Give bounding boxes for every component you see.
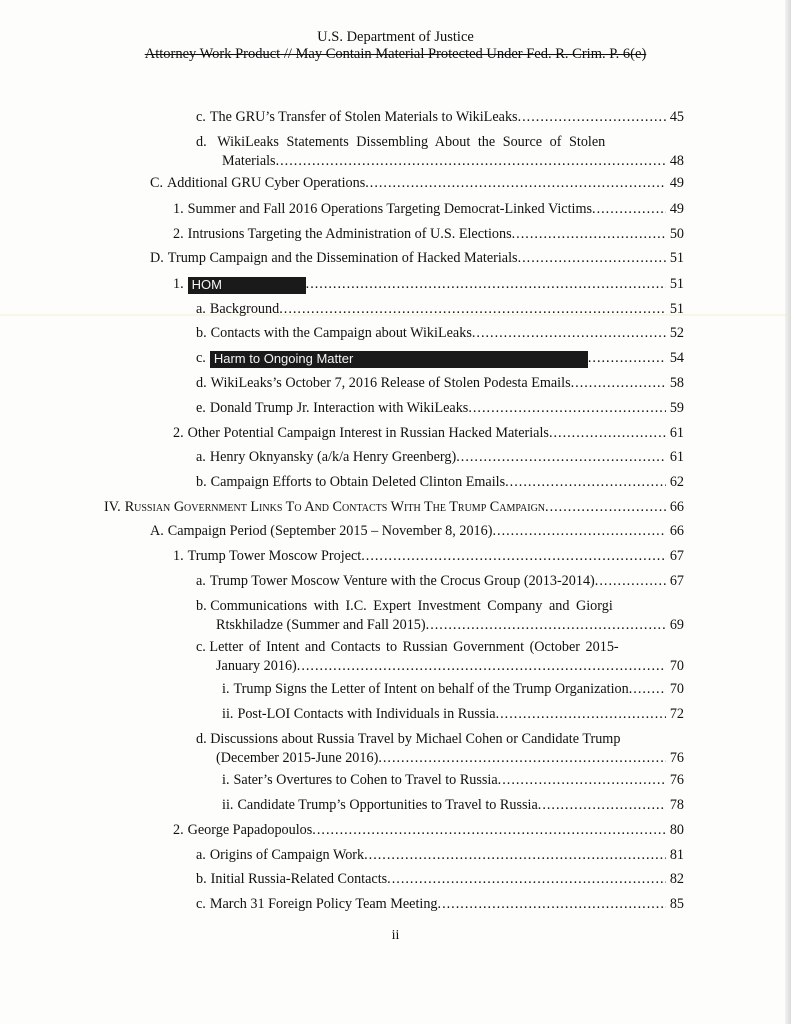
toc-page: 50 [669, 226, 684, 242]
toc-leader [629, 680, 666, 699]
toc-page: 51 [669, 250, 684, 266]
toc-leader [426, 616, 666, 635]
toc-label: 2. [173, 425, 184, 441]
toc-title: Trump Tower Moscow Venture with the Crocus Group (2013-2014) [209, 573, 595, 589]
toc-entry [173, 821, 684, 840]
toc-leader [312, 821, 666, 840]
toc-page: 52 [669, 325, 684, 341]
toc-entry [173, 225, 684, 244]
toc-entry [104, 498, 684, 517]
toc-entry [222, 705, 684, 724]
toc-leader [279, 300, 666, 319]
toc-title: Donald Trump Jr. Interaction with WikiLeaks [209, 400, 469, 416]
toc-title: Intrusions Targeting the Administration of U.S. Elections [187, 226, 512, 242]
toc-title-line2: Materials [222, 153, 276, 169]
toc-leader [588, 349, 666, 368]
toc-leader [387, 870, 666, 889]
toc-entry [222, 771, 684, 790]
toc-label: D. [150, 250, 164, 266]
toc-page: 67 [669, 548, 684, 564]
toc-label: c. [196, 639, 206, 655]
toc-leader [549, 424, 666, 443]
toc-title-line1: Discussions about Russia Travel by Michael Cohen or Candidate Trump [210, 731, 621, 747]
toc-label: A. [150, 523, 164, 539]
toc-entry [196, 473, 684, 492]
toc-page: 70 [669, 681, 684, 697]
toc-label: b. [196, 598, 207, 614]
toc-label: c. [196, 896, 206, 912]
toc-leader [378, 749, 666, 768]
toc-title: Trump Campaign and the Dissemination of Hacked Materials [167, 250, 518, 266]
toc-page: 62 [669, 474, 684, 490]
toc-page: 81 [669, 847, 684, 863]
toc-entry [196, 895, 684, 914]
toc-label: 1. [173, 548, 184, 564]
header-department: U.S. Department of Justice [317, 29, 474, 45]
toc-entry [222, 680, 684, 699]
toc-entry [196, 108, 684, 127]
redaction-box: Harm to Ongoing Matter [210, 351, 588, 368]
toc-label: a. [196, 847, 206, 863]
toc-leader [364, 846, 666, 865]
toc-label: 1. [173, 201, 184, 217]
toc-title: Post-LOI Contacts with Individuals in Russia [237, 706, 496, 722]
toc-title: Campaign Efforts to Obtain Deleted Clinton Emails [210, 474, 506, 490]
toc-page: 80 [669, 822, 684, 838]
toc-page: 66 [669, 523, 684, 539]
toc-entry [196, 448, 684, 467]
page-header [0, 29, 791, 63]
toc-title: March 31 Foreign Policy Team Meeting [209, 896, 438, 912]
toc-leader [365, 174, 666, 193]
toc-label: d. [196, 375, 207, 391]
toc-leader [518, 249, 666, 268]
toc-leader [306, 275, 666, 294]
toc-label: a. [196, 449, 206, 465]
toc-page: 72 [669, 706, 684, 722]
toc-entry [196, 300, 684, 319]
toc-page: 61 [669, 449, 684, 465]
toc-entry [196, 870, 684, 889]
toc-page: 51 [669, 301, 684, 317]
toc-label: i. [222, 681, 230, 697]
toc-label: c. [196, 109, 206, 125]
toc-title: Additional GRU Cyber Operations [167, 175, 366, 191]
toc-label: 1. [173, 276, 184, 292]
toc-page: 78 [669, 797, 684, 813]
toc-page: 61 [669, 425, 684, 441]
toc-page: 51 [669, 276, 684, 292]
toc-entry [150, 249, 684, 268]
toc-page: 76 [669, 750, 684, 766]
toc-label: b. [196, 474, 207, 490]
page-edge [785, 0, 791, 1024]
toc-title: Henry Oknyansky (a/k/a Henry Greenberg) [209, 449, 457, 465]
toc-title-line2: (December 2015-June 2016) [216, 750, 379, 766]
toc-title-line2: January 2016) [216, 658, 297, 674]
toc-page: 69 [669, 617, 684, 633]
toc-leader [297, 657, 666, 676]
toc-label: C. [150, 175, 164, 191]
toc-leader [512, 225, 666, 244]
toc-label: b. [196, 325, 207, 341]
toc-entry [196, 324, 684, 343]
toc-page: 49 [669, 175, 684, 191]
toc-leader [492, 522, 666, 541]
toc-entry [196, 133, 684, 171]
toc-leader [456, 448, 666, 467]
toc-entry [196, 572, 684, 591]
toc-title-line1: WikiLeaks Statements Dissembling About the Source of Stolen [217, 134, 606, 150]
toc-entry [173, 547, 684, 566]
toc-entry [150, 522, 684, 541]
toc-leader [595, 572, 666, 591]
toc-label: a. [196, 573, 206, 589]
toc-label: IV. [104, 499, 121, 515]
toc-leader [518, 108, 666, 127]
toc-title: Candidate Trump’s Opportunities to Travel to Russia [237, 797, 538, 813]
toc-page: 48 [669, 153, 684, 169]
toc-title: Origins of Campaign Work [209, 847, 365, 863]
toc-title: George Papadopoulos [187, 822, 313, 838]
toc-title: Background [209, 301, 280, 317]
toc-label: 2. [173, 822, 184, 838]
toc-leader [472, 324, 666, 343]
toc-label: d. [196, 134, 207, 150]
toc-entry [196, 730, 684, 768]
toc-title: Trump Signs the Letter of Intent on behalf of the Trump Organization [233, 681, 629, 697]
toc-label: b. [196, 871, 207, 887]
toc-page: 45 [669, 109, 684, 125]
toc-title: The GRU’s Transfer of Stolen Materials to WikiLeaks [209, 109, 518, 125]
toc-entry [196, 399, 684, 418]
toc-title-line2: Rtskhiladze (Summer and Fall 2015) [216, 617, 426, 633]
toc-title: Contacts with the Campaign about WikiLeaks [210, 325, 472, 341]
toc-entry [196, 597, 684, 635]
toc-entry [222, 796, 684, 815]
toc-title: Other Potential Campaign Interest in Russian Hacked Materials [187, 425, 549, 441]
toc-page: 85 [669, 896, 684, 912]
toc-leader [592, 200, 666, 219]
toc-page: 67 [669, 573, 684, 589]
toc-entry [196, 349, 684, 368]
toc-label: ii. [222, 706, 234, 722]
toc-title-line1: Communications with I.C. Expert Investment Company and Giorgi [210, 598, 613, 614]
toc-title: Sater’s Overtures to Cohen to Travel to Russia [233, 772, 498, 788]
toc-label: a. [196, 301, 206, 317]
toc-page: 76 [669, 772, 684, 788]
toc-entry [196, 846, 684, 865]
redaction-box: HOM [188, 277, 306, 294]
toc-entry [196, 374, 684, 393]
toc-leader [468, 399, 666, 418]
toc-leader [545, 498, 666, 517]
toc-entry [173, 275, 684, 294]
toc-title: WikiLeaks’s October 7, 2016 Release of Stolen Podesta Emails [210, 375, 571, 391]
toc-leader [498, 771, 666, 790]
toc-label: e. [196, 400, 206, 416]
toc-label: i. [222, 772, 230, 788]
toc-entry [173, 424, 684, 443]
toc-entry [173, 200, 684, 219]
header-privilege-notice: Attorney Work Product // May Contain Material Protected Under Fed. R. Crim. P. 6(e) [144, 46, 647, 62]
toc-page: 66 [669, 499, 684, 515]
toc-leader [361, 547, 666, 566]
toc-label: ii. [222, 797, 234, 813]
toc-title: Russian Government Links To And Contacts With The Trump Campaign [124, 499, 546, 515]
toc-entry [196, 638, 684, 676]
toc-page: 49 [669, 201, 684, 217]
toc-leader [438, 895, 666, 914]
page-number: ii [391, 928, 400, 943]
toc-label: c. [196, 350, 206, 366]
toc-leader [571, 374, 666, 393]
toc-title: Trump Tower Moscow Project [187, 548, 362, 564]
toc-title: Summer and Fall 2016 Operations Targeting Democrat-Linked Victims [187, 201, 593, 217]
toc-leader [496, 705, 666, 724]
toc-label: d. [196, 731, 207, 747]
toc-page: 70 [669, 658, 684, 674]
toc-title-line1: Letter of Intent and Contacts to Russian Government (October 2015- [209, 639, 619, 655]
toc-page: 54 [669, 350, 684, 366]
toc-page: 82 [669, 871, 684, 887]
toc-page: 58 [669, 375, 684, 391]
toc-label: 2. [173, 226, 184, 242]
toc-page: 59 [669, 400, 684, 416]
toc-leader [505, 473, 666, 492]
toc-title: Campaign Period (September 2015 – November 8, 2016) [167, 523, 493, 539]
toc-leader [538, 796, 666, 815]
toc-entry [150, 174, 684, 193]
toc-leader [276, 152, 666, 171]
toc-title: Initial Russia-Related Contacts [210, 871, 388, 887]
